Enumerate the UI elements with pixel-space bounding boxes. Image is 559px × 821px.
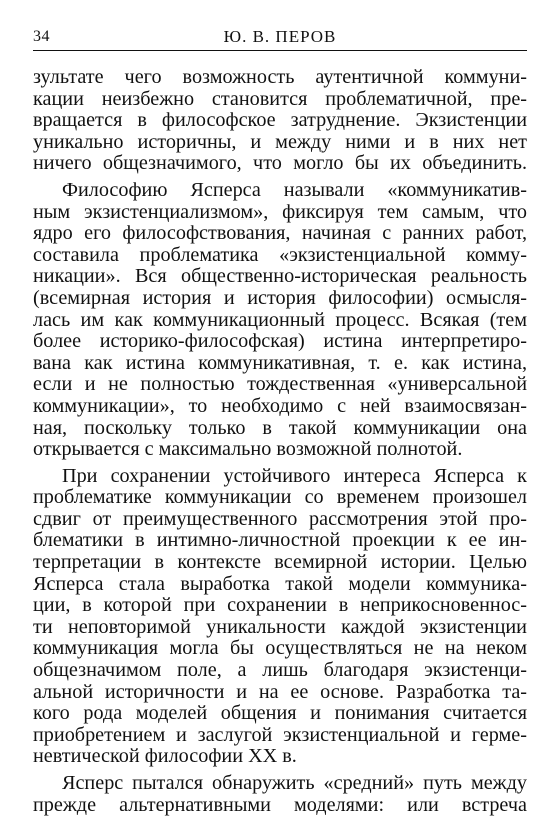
text-line: вана как истина коммуникативная, т. е. как истина, — [33, 351, 527, 374]
text-line: терпретации в контексте всемирной истории. Целью — [33, 551, 527, 574]
text-line: составила проблематика «экзистенциальной комму- — [33, 243, 527, 266]
text-line: сдвиг от преимущественного рассмотрения этой про- — [33, 507, 527, 530]
text-line: проблематике коммуникации со временем произошел — [33, 486, 527, 509]
text-line: При сохранении устойчивого интереса Ясперса к — [62, 464, 527, 487]
text-line: кого рода моделей общения и понимания считается — [33, 702, 527, 725]
running-title: Ю. В. ПЕРОВ — [223, 27, 337, 46]
book-page — [33, 22, 527, 821]
paragraph-2 — [33, 180, 527, 461]
text-line: уникально историчны, и между ними и в них нет — [33, 130, 527, 153]
text-line: более историко-философская) истина интерпретиро- — [33, 330, 527, 353]
text-line: Ясперс пытался обнаружить «средний» путь между — [62, 772, 527, 794]
text-line: коммуникация могла бы осуществляться не на неком — [33, 637, 527, 660]
text-line: открывается с максимально возможной полнотой. — [33, 438, 463, 461]
text-line: ти неповторимой уникальности каждой экзистенции — [33, 615, 527, 638]
text-line: ная, поскольку только в такой коммуникации она — [33, 416, 527, 439]
text-line: ции, в которой при сохранении в неприкосновеннос- — [33, 594, 527, 617]
text-line: альной историчности и на ее основе. Разработка та- — [33, 680, 527, 703]
text-line: коммуникации», то необходимо с ней взаимосвязан- — [33, 394, 527, 417]
text-line: лась им как коммуникационный процесс. Всякая (тем — [33, 308, 527, 331]
text-line: зультате чего возможность аутентичной коммуни- — [33, 66, 527, 88]
running-header — [33, 22, 527, 51]
text-line: блематики в интимно-личностной проекции к ее ин- — [33, 529, 527, 552]
text-line: кации неизбежно становится проблематичной, пре- — [33, 87, 527, 110]
paragraph-1 — [33, 67, 527, 175]
text-line: вращается в философское затруднение. Экзистенции — [33, 109, 527, 132]
text-line: Ясперса стала выработка такой модели коммуника- — [33, 572, 527, 595]
text-line: если и не полностью тождественная «универсальной — [33, 373, 527, 396]
text-line: (всемирная история и история философии) осмысля- — [33, 286, 527, 309]
text-line: ядро его философствования, начиная с ранних работ, — [33, 222, 527, 245]
text-line: Философию Ясперса называли «коммуникатив- — [62, 178, 527, 201]
text-line: приобретением и заслугой экзистенциальной и герме- — [33, 723, 527, 746]
text-line: невтической философии XX в. — [33, 745, 297, 768]
text-line: ничего общезначимого, что могло бы их объединить. — [33, 152, 527, 175]
paragraph-3 — [33, 466, 527, 768]
paragraph-4 — [33, 773, 527, 816]
text-line: прежде альтернативными моделями: или встреча — [33, 793, 527, 816]
text-line: общезначимом поле, а лишь благодаря экзистенци- — [33, 659, 527, 682]
page-number: 34 — [33, 28, 50, 45]
text-line: ным экзистенциализмом», фиксируя тем самым, что — [33, 200, 527, 223]
text-line: никации». Вся общественно-историческая реальность — [33, 265, 527, 288]
body-text — [33, 67, 527, 816]
